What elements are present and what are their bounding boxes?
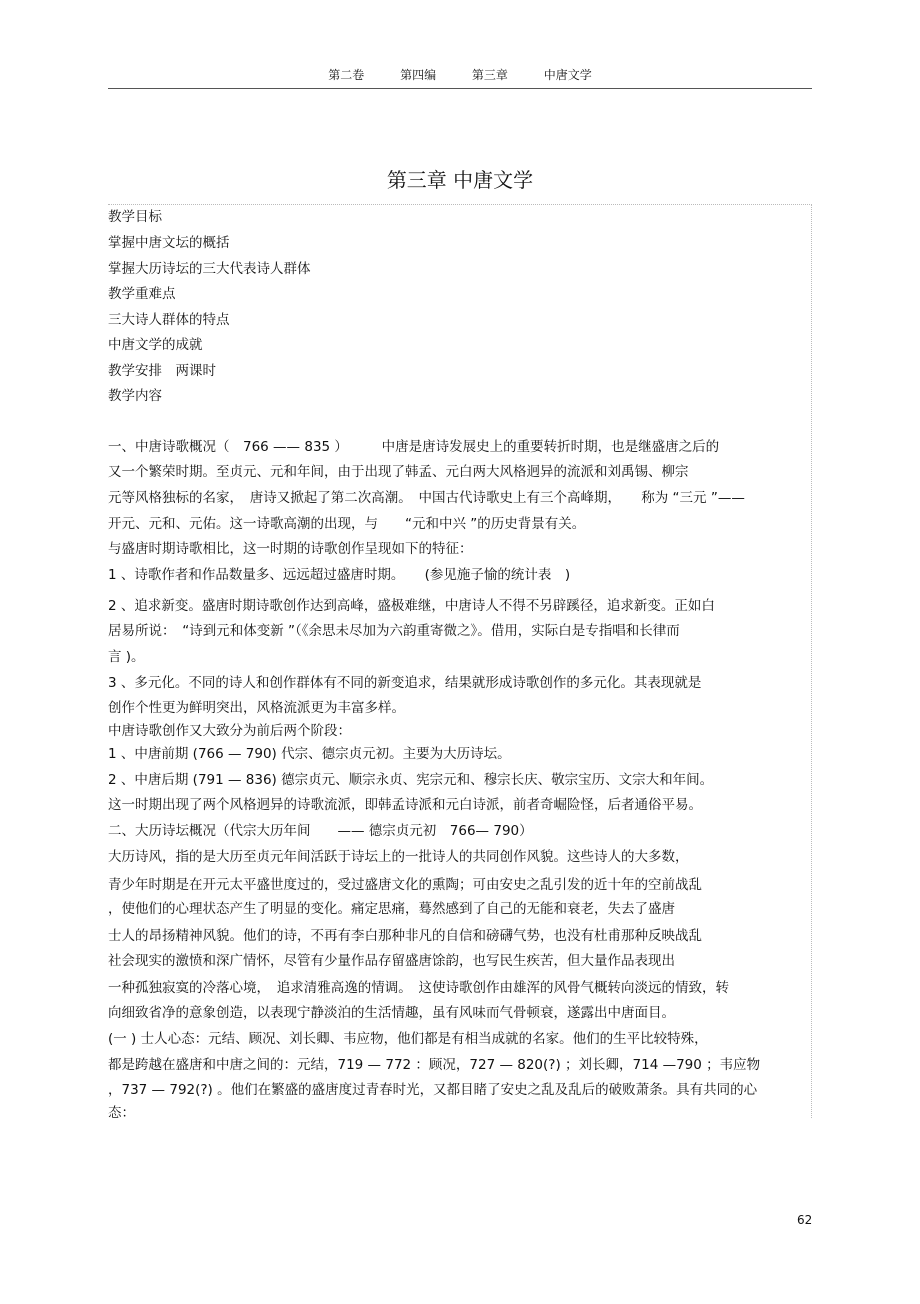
- text-line: 教学目标: [108, 209, 162, 225]
- chapter-title: 第三章 中唐文学: [386, 168, 534, 192]
- text-line: 都是跨越在盛唐和中唐之间的：元结，719 — 772 ：顾况，727 — 820(?) ；刘长卿，714 —790 ；韦应物: [108, 1057, 761, 1073]
- text-line: 1 、中唐前期 (766 — 790) 代宗、德宗贞元初。主要为大历诗坛。: [108, 746, 511, 762]
- text-line: 2 、中唐后期 (791 — 836) 德宗贞元、顺宗永贞、宪宗元和、穆宗长庆、敬宗宝历、文宗大和年间。: [108, 772, 714, 788]
- page-number: 62: [797, 1213, 813, 1227]
- text-line: 态：: [108, 1105, 135, 1121]
- text-line: ，使他们的心理状态产生了明显的变化。痛定思痛，蓦然感到了自己的无能和衰老，失去了盛唐: [108, 901, 675, 917]
- text-line: 士人的昂扬精神风貌。他们的诗，不再有李白那种非凡的自信和磅礴气势，也没有杜甫那种反映战乱: [108, 928, 702, 944]
- text-line: 青少年时期是在开元太平盛世度过的，受过盛唐文化的熏陶；可由安史之乱引发的近十年的空前战乱: [108, 877, 702, 893]
- text-line: 元等风格独标的名家， 唐诗又掀起了第二次高潮。 中国古代诗歌史上有三个高峰期， 称为 “三元 ”——: [108, 490, 745, 506]
- text-line: 与盛唐时期诗歌相比，这一时期的诗歌创作呈现如下的特征：: [108, 541, 473, 557]
- text-line: 向细致省净的意象创造，以表现宁静淡泊的生活情趣，虽有风味而气骨顿衰，遂露出中唐面目。: [108, 1005, 675, 1021]
- text-line: 开元、元和、元佑。这一诗歌高潮的出现，与 “元和中兴 ”的历史背景有关。: [108, 516, 586, 532]
- text-line: 二、大历诗坛概况（代宗大历年间 —— 德宗贞元初 766— 790）: [108, 823, 533, 839]
- header-volume: 第二卷: [328, 68, 365, 82]
- header-part: 第四编: [400, 68, 437, 82]
- content-border-top: [108, 204, 812, 205]
- text-line: 又一个繁荣时期。至贞元、元和年间，由于出现了韩孟、元白两大风格迥异的流派和刘禹锡、柳宗: [108, 464, 689, 480]
- text-line: 一种孤独寂寞的冷落心境， 追求清雅高逸的情调。 这使诗歌创作由雄浑的风骨气概转向淡远的情致，转: [108, 980, 729, 996]
- text-line: (一 ) 士人心态：元结、顾况、刘长卿、韦应物，他们都是有相当成就的名家。他们的生平比较特殊，: [108, 1031, 708, 1047]
- header-topic: 中唐文学: [543, 68, 592, 82]
- text-line: 1 、诗歌作者和作品数量多、远远超过盛唐时期。 (参见施子愉的统计表 ): [108, 567, 571, 583]
- text-line: ，737 — 792(?) 。他们在繁盛的盛唐度过青春时光，又都目睹了安史之乱及乱后的破败萧条。具有共同的心: [108, 1082, 758, 1098]
- text-line: 教学安排 两课时: [108, 363, 216, 379]
- text-line: 掌握大历诗坛的三大代表诗人群体: [108, 261, 311, 277]
- text-line: 教学内容: [108, 388, 162, 404]
- text-line: 教学重难点: [108, 286, 176, 302]
- running-header: [0, 66, 920, 83]
- text-line: 掌握中唐文坛的概括: [108, 235, 230, 251]
- header-chapter: 第三章: [471, 68, 508, 82]
- content-border-right: [811, 204, 812, 1118]
- text-line: 社会现实的激愤和深广情怀，尽管有少量作品存留盛唐馀韵，也写民生疾苦，但大量作品表现出: [108, 953, 675, 969]
- text-line: 居易所说： “诗到元和体变新 ”（《余思未尽加为六韵重寄微之》。借用，实际白是专指唱和长律而: [108, 623, 680, 639]
- text-line: 3 、多元化。不同的诗人和创作群体有不同的新变追求，结果就形成诗歌创作的多元化。其表现就是: [108, 675, 702, 691]
- text-line: 一、中唐诗歌概况（ 766 —— 835 ） 中唐是唐诗发展史上的重要转折时期，也是继盛唐之后的: [108, 439, 720, 455]
- text-line: 创作个性更为鲜明突出，风格流派更为丰富多样。: [108, 700, 405, 716]
- text-line: 言 )。: [108, 649, 145, 665]
- text-line: 2 、追求新变。盛唐时期诗歌创作达到高峰，盛极难继，中唐诗人不得不另辟蹊径，追求新变。正如白: [108, 598, 715, 614]
- text-line: 中唐诗歌创作又大致分为前后两个阶段：: [108, 723, 351, 739]
- header-rule: [108, 88, 812, 89]
- text-line: 中唐文学的成就: [108, 337, 203, 353]
- text-line: 三大诗人群体的特点: [108, 312, 230, 328]
- text-line: 这一时期出现了两个风格迥异的诗歌流派，即韩孟诗派和元白诗派，前者奇崛险怪，后者通俗平易。: [108, 797, 702, 813]
- text-line: 大历诗风，指的是大历至贞元年间活跃于诗坛上的一批诗人的共同创作风貌。这些诗人的大多数，: [108, 849, 689, 865]
